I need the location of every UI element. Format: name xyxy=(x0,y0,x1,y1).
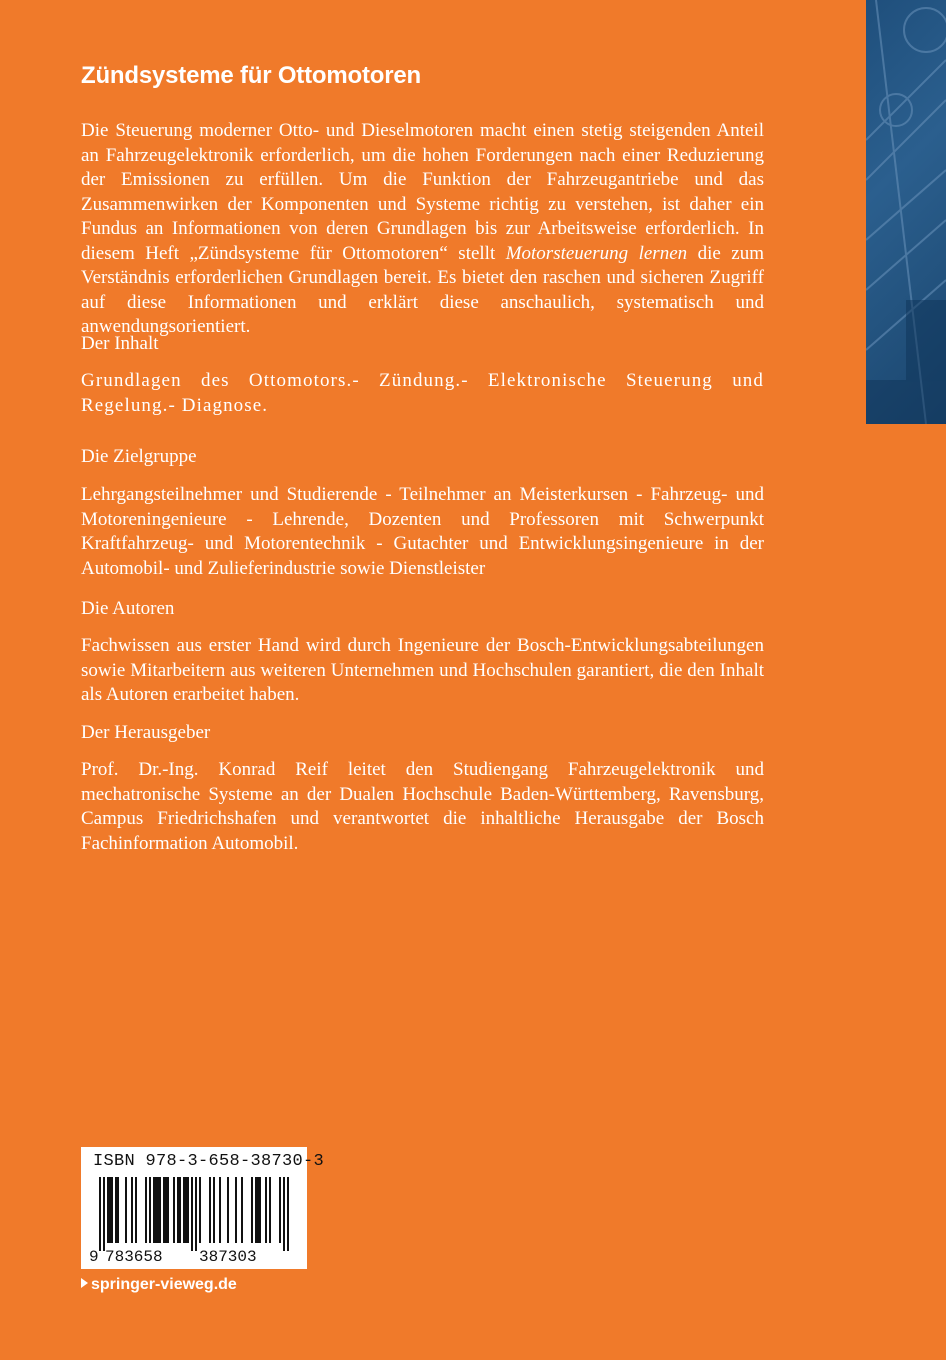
autoren-heading: Die Autoren xyxy=(81,598,175,619)
barcode-bar xyxy=(173,1177,175,1243)
inhalt-text: Grundlagen des Ottomotors.- Zündung.- Elektronische Steuerung und Regelung.- Diagnose. xyxy=(81,370,764,416)
intro-text-1: Die Steuerung moderner Otto- und Dieselmotoren macht einen stetig steigenden Anteil an Fahrzeugelektronik erforderlich, um die hohen Forderungen nach einer Reduzierung der Emissionen zu erfüllen. Um die Funktion der Fahrzeugantriebe und das Zusammenwirken der Komponenten und Systeme richtig zu verstehen, ist daher ein Fundus an Informationen von deren Grundlagen bis zur Arbeitsweise erforderlich. In diesem Heft „Zündsysteme für Ottomotoren“ stellt xyxy=(81,120,764,264)
barcode-image xyxy=(89,1175,299,1265)
barcode-digits: 9 xyxy=(89,1248,99,1265)
barcode-bar xyxy=(209,1177,211,1243)
barcode-bar xyxy=(269,1177,271,1243)
herausgeber-text: Prof. Dr.-Ing. Konrad Reif leitet den Studiengang Fahrzeugelektronik und mechatronische Systeme an der Dualen Hochschule Baden-Württemberg, Ravensburg, Campus Friedrichshafen und verantwortet die inhaltliche Herausgabe der Bosch Fachinformation Automobil. xyxy=(81,759,764,854)
barcode-bar xyxy=(155,1177,157,1243)
barcode-bar xyxy=(241,1177,243,1243)
intro-paragraph xyxy=(81,119,764,340)
barcode-bar xyxy=(183,1177,185,1243)
intro-italic-title: Motorsteuerung lernen xyxy=(505,242,688,264)
barcode-bar xyxy=(177,1177,179,1243)
zielgruppe-heading: Die Zielgruppe xyxy=(81,446,197,467)
arrow-right-icon xyxy=(81,1278,88,1288)
barcode-bar xyxy=(159,1177,161,1243)
barcode-bar xyxy=(251,1177,253,1243)
barcode-bar xyxy=(109,1177,111,1243)
herausgeber-heading: Der Herausgeber xyxy=(81,722,211,743)
barcode-bar xyxy=(235,1177,237,1243)
barcode-bar xyxy=(257,1177,259,1243)
barcode-bar xyxy=(153,1177,155,1243)
barcode-bar xyxy=(213,1177,215,1243)
barcode-bar xyxy=(265,1177,267,1243)
barcode-bar xyxy=(131,1177,133,1243)
isbn-barcode-box xyxy=(81,1147,325,1269)
barcode-bar xyxy=(191,1177,193,1251)
barcode-bar xyxy=(199,1177,201,1243)
inhalt-heading: Der Inhalt xyxy=(81,333,159,354)
barcode-bar xyxy=(255,1177,257,1243)
barcode-bar xyxy=(149,1177,151,1243)
barcode-bar xyxy=(115,1177,117,1243)
publisher-url: springer-vieweg.de xyxy=(91,1276,237,1293)
isbn-label: ISBN 978-3-658-38730-3 xyxy=(93,1152,325,1171)
barcode-bar xyxy=(195,1177,197,1251)
barcode-bar xyxy=(99,1177,101,1251)
barcode-bar xyxy=(165,1177,167,1243)
barcode-bar xyxy=(163,1177,165,1243)
barcode-bar xyxy=(219,1177,221,1243)
barcode-bar xyxy=(107,1177,109,1243)
barcode-bar xyxy=(145,1177,147,1243)
barcode-bar xyxy=(287,1177,289,1251)
barcode-bar xyxy=(185,1177,187,1243)
barcode-bar xyxy=(135,1177,137,1243)
barcode-bar xyxy=(103,1177,105,1251)
barcode-bar xyxy=(283,1177,285,1251)
barcode-bar xyxy=(111,1177,113,1243)
barcode-bar xyxy=(259,1177,261,1243)
barcode-digits: 783658 xyxy=(105,1248,163,1265)
page-title: Zündsysteme für Ottomotoren xyxy=(81,62,421,89)
barcode-digits: 387303 xyxy=(199,1248,257,1265)
barcode-bar xyxy=(179,1177,181,1243)
autoren-text: Fachwissen aus erster Hand wird durch Ingenieure der Bosch-Entwicklungsabteilungen sowie Mitarbeitern aus weiteren Unternehmen und Hochschulen garantiert, die den Inhalt als Autoren erarbeitet haben. xyxy=(81,635,764,705)
barcode-bar xyxy=(227,1177,229,1243)
barcode-bar xyxy=(187,1177,189,1243)
intro-text-2: die zum Verständnis erforderlichen Grundlagen bereit. Es bietet den raschen und sicheren Zugriff auf diese Informationen und erklärt diese anschaulich, systematisch und anwendungsorientiert. xyxy=(81,242,764,337)
cover-corner-image xyxy=(866,0,946,424)
barcode-bar xyxy=(279,1177,281,1243)
barcode-bar xyxy=(157,1177,159,1243)
publisher-link[interactable] xyxy=(81,1276,237,1294)
barcode-bar xyxy=(167,1177,169,1243)
barcode-bar xyxy=(117,1177,119,1243)
zielgruppe-text: Lehrgangsteilnehmer und Studierende - Teilnehmer an Meisterkursen - Fahrzeug- und Motoreningenieure - Lehrende, Dozenten und Professoren mit Schwerpunkt Kraftfahrzeug- und Motorentechnik - Gutachter und Entwicklungsingenieure in der Automobil- und Zulieferindustrie sowie Dienstleister xyxy=(81,484,764,579)
barcode-bar xyxy=(125,1177,127,1243)
